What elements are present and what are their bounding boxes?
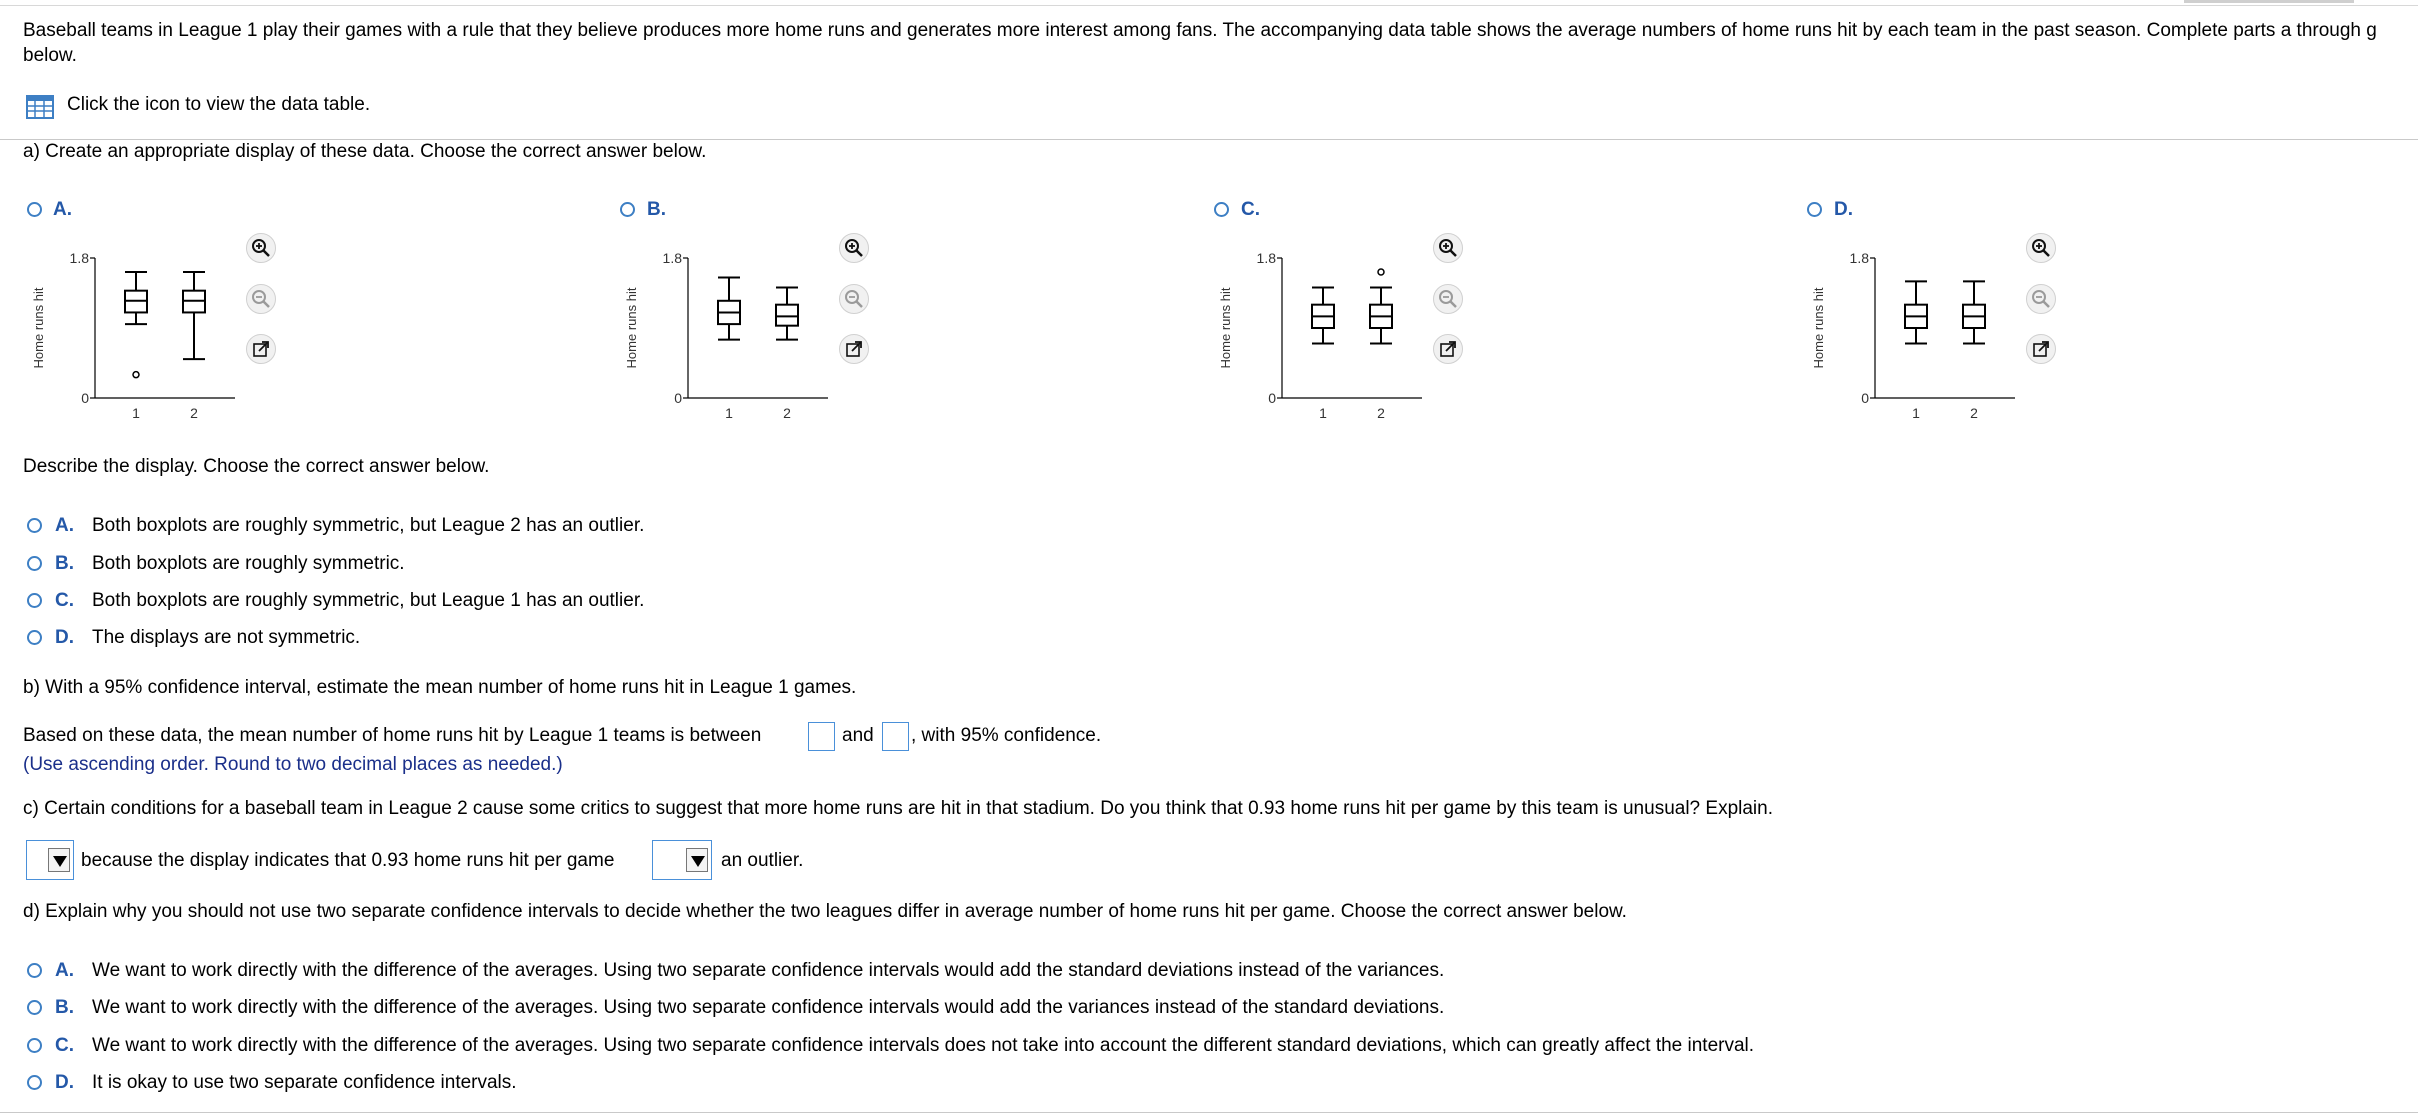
y-tick-label-min: 0	[674, 390, 682, 406]
unusual-dropdown[interactable]	[26, 840, 74, 880]
x-tick-label: 2	[1377, 405, 1385, 421]
part-d-b-text: We want to work directly with the difference of the averages. Using two separate confidence intervals would add the variances instead of the standard deviations.	[92, 997, 1445, 1018]
zoom-out-button[interactable]	[839, 284, 869, 314]
top-bar	[0, 0, 2418, 6]
part-b-sentence-start: Based on these data, the mean number of home runs hit by League 1 teams is between	[23, 725, 762, 746]
x-tick-label: 1	[1319, 405, 1327, 421]
part-b-hint: (Use ascending order. Round to two decimal places as needed.)	[23, 754, 563, 775]
outlier-dropdown[interactable]	[652, 840, 712, 880]
describe-b-text: Both boxplots are roughly symmetric.	[92, 553, 405, 574]
y-tick-label-max: 1.8	[1256, 250, 1276, 266]
option-d-letter: D.	[1834, 199, 1853, 220]
part-b-prompt: b) With a 95% confidence interval, estimate the mean number of home runs hit in League 1 games.	[23, 677, 857, 698]
x-tick-label: 1	[132, 405, 140, 421]
x-tick-label: 2	[1970, 405, 1978, 421]
question-intro: Baseball teams in League 1 play their games with a rule that they believe produces more home runs and generates more interest among fans. The accompanying data table shows the average numbers of home runs hit by each team in the past season. Complete parts a through g below.	[23, 20, 2377, 66]
describe-b-letter: B.	[55, 553, 74, 574]
zoom-in-button[interactable]	[2026, 233, 2056, 263]
option-b-letter: B.	[647, 199, 666, 220]
part-d-prompt: d) Explain why you should not use two separate confidence intervals to decide whether the two leagues differ in average number of home runs hit per game. Choose the correct answer below.	[23, 901, 1627, 922]
outlier-point	[1378, 269, 1384, 275]
zoom-in-button[interactable]	[1433, 233, 1463, 263]
zoom-out-button[interactable]	[246, 284, 276, 314]
y-tick-label-max: 1.8	[662, 250, 682, 266]
describe-b-radio[interactable]	[27, 556, 42, 571]
part-c-text-mid: because the display indicates that 0.93 home runs hit per game	[81, 850, 615, 871]
y-tick-label-min: 0	[1268, 390, 1276, 406]
describe-a-text: Both boxplots are roughly symmetric, but League 2 has an outlier.	[92, 515, 645, 536]
x-tick-label: 1	[1912, 405, 1920, 421]
popout-button[interactable]	[246, 334, 276, 364]
describe-d-radio[interactable]	[27, 630, 42, 645]
y-axis-label: Home runs hit	[624, 287, 639, 369]
option-c-letter: C.	[1241, 199, 1260, 220]
describe-c-radio[interactable]	[27, 593, 42, 608]
ci-upper-input[interactable]	[882, 722, 909, 751]
data-table-icon[interactable]	[26, 95, 54, 119]
x-tick-label: 2	[190, 405, 198, 421]
part-c-prompt: c) Certain conditions for a baseball team in League 2 cause some critics to suggest that more home runs are hit in that stadium. Do you think that 0.93 home runs hit per game by this team is unusual? Explain.	[23, 798, 1773, 819]
describe-d-letter: D.	[55, 627, 74, 648]
y-tick-label-max: 1.8	[69, 250, 89, 266]
y-tick-label-min: 0	[1861, 390, 1869, 406]
option-b-radio[interactable]	[620, 202, 635, 217]
part-c-text-end: an outlier.	[721, 850, 804, 871]
zoom-out-button[interactable]	[1433, 284, 1463, 314]
popout-button[interactable]	[839, 334, 869, 364]
describe-a-letter: A.	[55, 515, 74, 536]
chevron-down-icon	[686, 848, 708, 872]
part-d-b-letter: B.	[55, 997, 74, 1018]
x-tick-label: 1	[725, 405, 733, 421]
option-d-radio[interactable]	[1807, 202, 1822, 217]
data-table-link[interactable]: Click the icon to view the data table.	[67, 94, 371, 115]
describe-a-radio[interactable]	[27, 518, 42, 533]
describe-c-text: Both boxplots are roughly symmetric, but League 1 has an outlier.	[92, 590, 645, 611]
popout-button[interactable]	[2026, 334, 2056, 364]
zoom-in-button[interactable]	[246, 233, 276, 263]
zoom-out-button[interactable]	[2026, 284, 2056, 314]
part-d-d-letter: D.	[55, 1072, 74, 1093]
part-a-prompt: a) Create an appropriate display of these data. Choose the correct answer below.	[23, 141, 707, 162]
describe-c-letter: C.	[55, 590, 74, 611]
top-tab	[2184, 0, 2354, 3]
part-d-a-radio[interactable]	[27, 963, 42, 978]
bottom-divider	[0, 1112, 2418, 1113]
part-d-d-text: It is okay to use two separate confidence intervals.	[92, 1072, 517, 1093]
chevron-down-icon	[48, 848, 70, 872]
describe-prompt: Describe the display. Choose the correct answer below.	[23, 456, 490, 477]
outlier-point	[133, 372, 139, 378]
part-d-d-radio[interactable]	[27, 1075, 42, 1090]
part-b-and: and	[842, 725, 874, 746]
part-d-c-letter: C.	[55, 1035, 74, 1056]
ci-lower-input[interactable]	[808, 722, 835, 751]
box	[776, 305, 798, 326]
popout-button[interactable]	[1433, 334, 1463, 364]
part-b-sentence-end: , with 95% confidence.	[911, 725, 1102, 746]
x-tick-label: 2	[783, 405, 791, 421]
part-d-a-letter: A.	[55, 960, 74, 981]
y-axis-label: Home runs hit	[1811, 287, 1826, 369]
part-d-c-radio[interactable]	[27, 1038, 42, 1053]
zoom-in-button[interactable]	[839, 233, 869, 263]
y-axis-label: Home runs hit	[1218, 287, 1233, 369]
part-d-c-text: We want to work directly with the difference of the averages. Using two separate confidence intervals does not take into account the different standard deviations, which can greatly affect the interval.	[92, 1035, 1755, 1056]
option-a-letter: A.	[53, 199, 72, 220]
y-tick-label-max: 1.8	[1849, 250, 1869, 266]
part-d-b-radio[interactable]	[27, 1000, 42, 1015]
part-d-a-text: We want to work directly with the difference of the averages. Using two separate confidence intervals would add the standard deviations instead of the variances.	[92, 960, 1445, 981]
describe-d-text: The displays are not symmetric.	[92, 627, 361, 648]
option-c-radio[interactable]	[1214, 202, 1229, 217]
option-a-radio[interactable]	[27, 202, 42, 217]
y-axis-label: Home runs hit	[31, 287, 46, 369]
y-tick-label-min: 0	[81, 390, 89, 406]
